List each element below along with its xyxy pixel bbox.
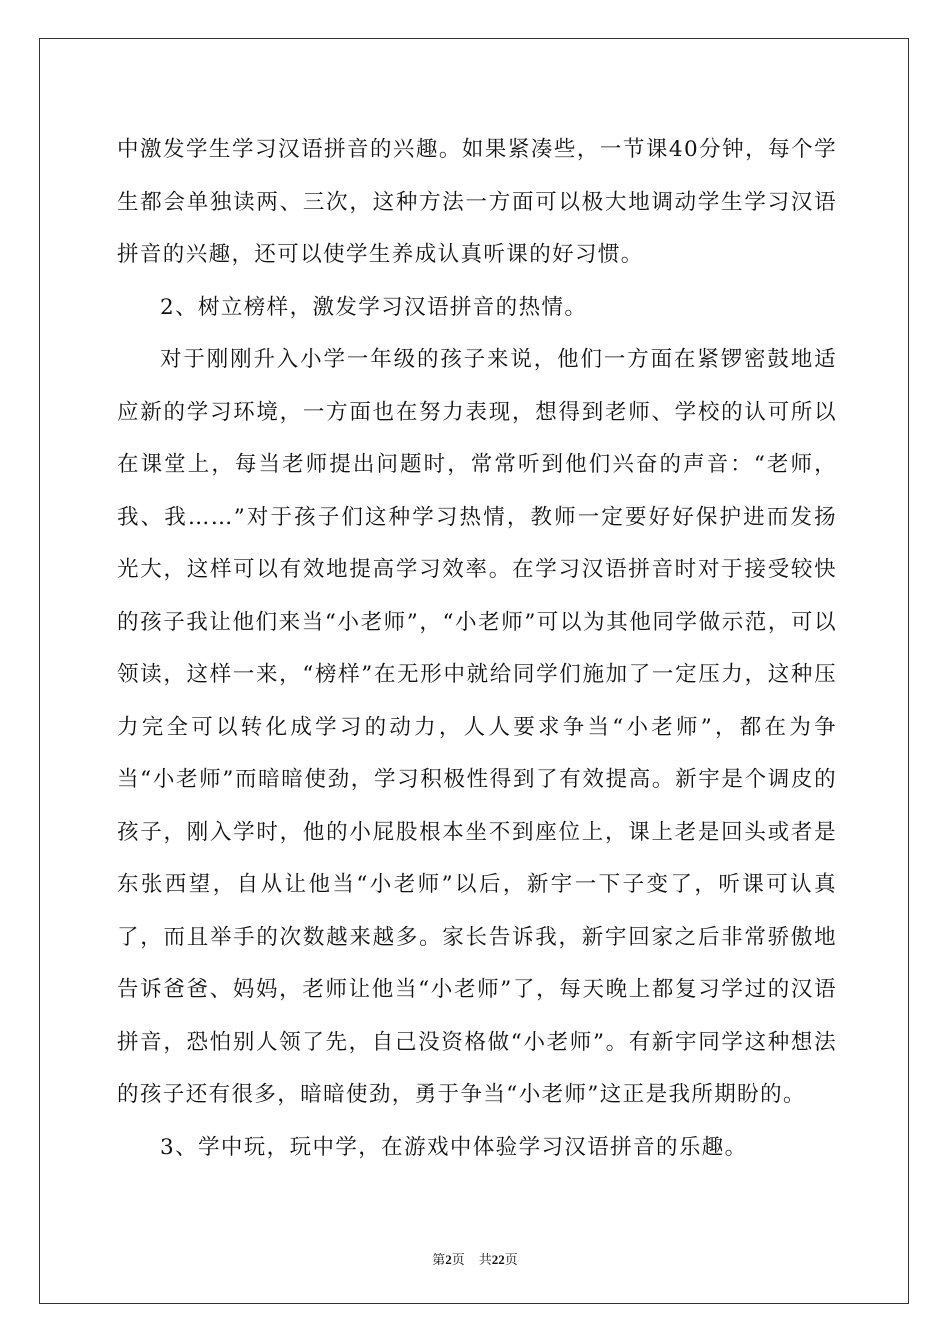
paragraph-4-heading: 3、学中玩，玩中学，在游戏中体验学习汉语拼音的乐趣。	[160, 1134, 748, 1160]
paragraph-1: 中激发学生学习汉语拼音的兴趣。如果紧凑些，一节课40分钟，每个学生都会单独读两、三次，这种方法一方面可以极大地调动学生学习汉语拼音的兴趣，还可以使学生养成认真听课的好习惯。	[117, 137, 837, 267]
total-suffix: 页	[504, 1253, 518, 1268]
page-number: 2	[445, 1252, 452, 1267]
page-suffix: 页	[451, 1253, 465, 1268]
total-pages: 22	[491, 1252, 505, 1267]
page-prefix: 第	[432, 1253, 446, 1268]
total-prefix: 共	[478, 1253, 492, 1268]
paragraph-2-heading: 2、树立榜样，激发学习汉语拼音的热情。	[160, 294, 588, 320]
document-body	[117, 124, 837, 1174]
page-footer	[0, 1249, 950, 1268]
paragraph-3: 对于刚刚升入小学一年级的孩子来说，他们一方面在紧锣密鼓地适应新的学习环境，一方面也在努力表现，想得到老师、学校的认可所以在课堂上，每当老师提出问题时，常常听到他们兴奋的声音：“老师，我、我……”对于孩子们这种学习热情，教师一定要好好保护进而发扬光大，这样可以有效地提高学习效率。在学习汉语拼音时对于接受较快的孩子我让他们来当“小老师”，“小老师”可以为其他同学做示范，可以领读，这样一来，“榜样”在无形中就给同学们施加了一定压力，这种压力完全可以转化成学习的动力，人人要求争当“小老师”，都在为争当“小老师”而暗暗使劲，学习积极性得到了有效提高。新宇是个调皮的孩子，刚入学时，他的小屁股根本坐不到座位上，课上老是回头或者是东张西望，自从让他当“小老师”以后，新宇一下子变了，听课可认真了，而且举手的次数越来越多。家长告诉我，新宇回家之后非常骄傲地告诉爸爸、妈妈，老师让他当“小老师”了，每天晚上都复习学过的汉语拼音，恐怕别人领了先，自己没资格做“小老师”。有新宇同学这种想法的孩子还有很多，暗暗使劲，勇于争当“小老师”这正是我所期盼的。	[117, 347, 837, 1107]
